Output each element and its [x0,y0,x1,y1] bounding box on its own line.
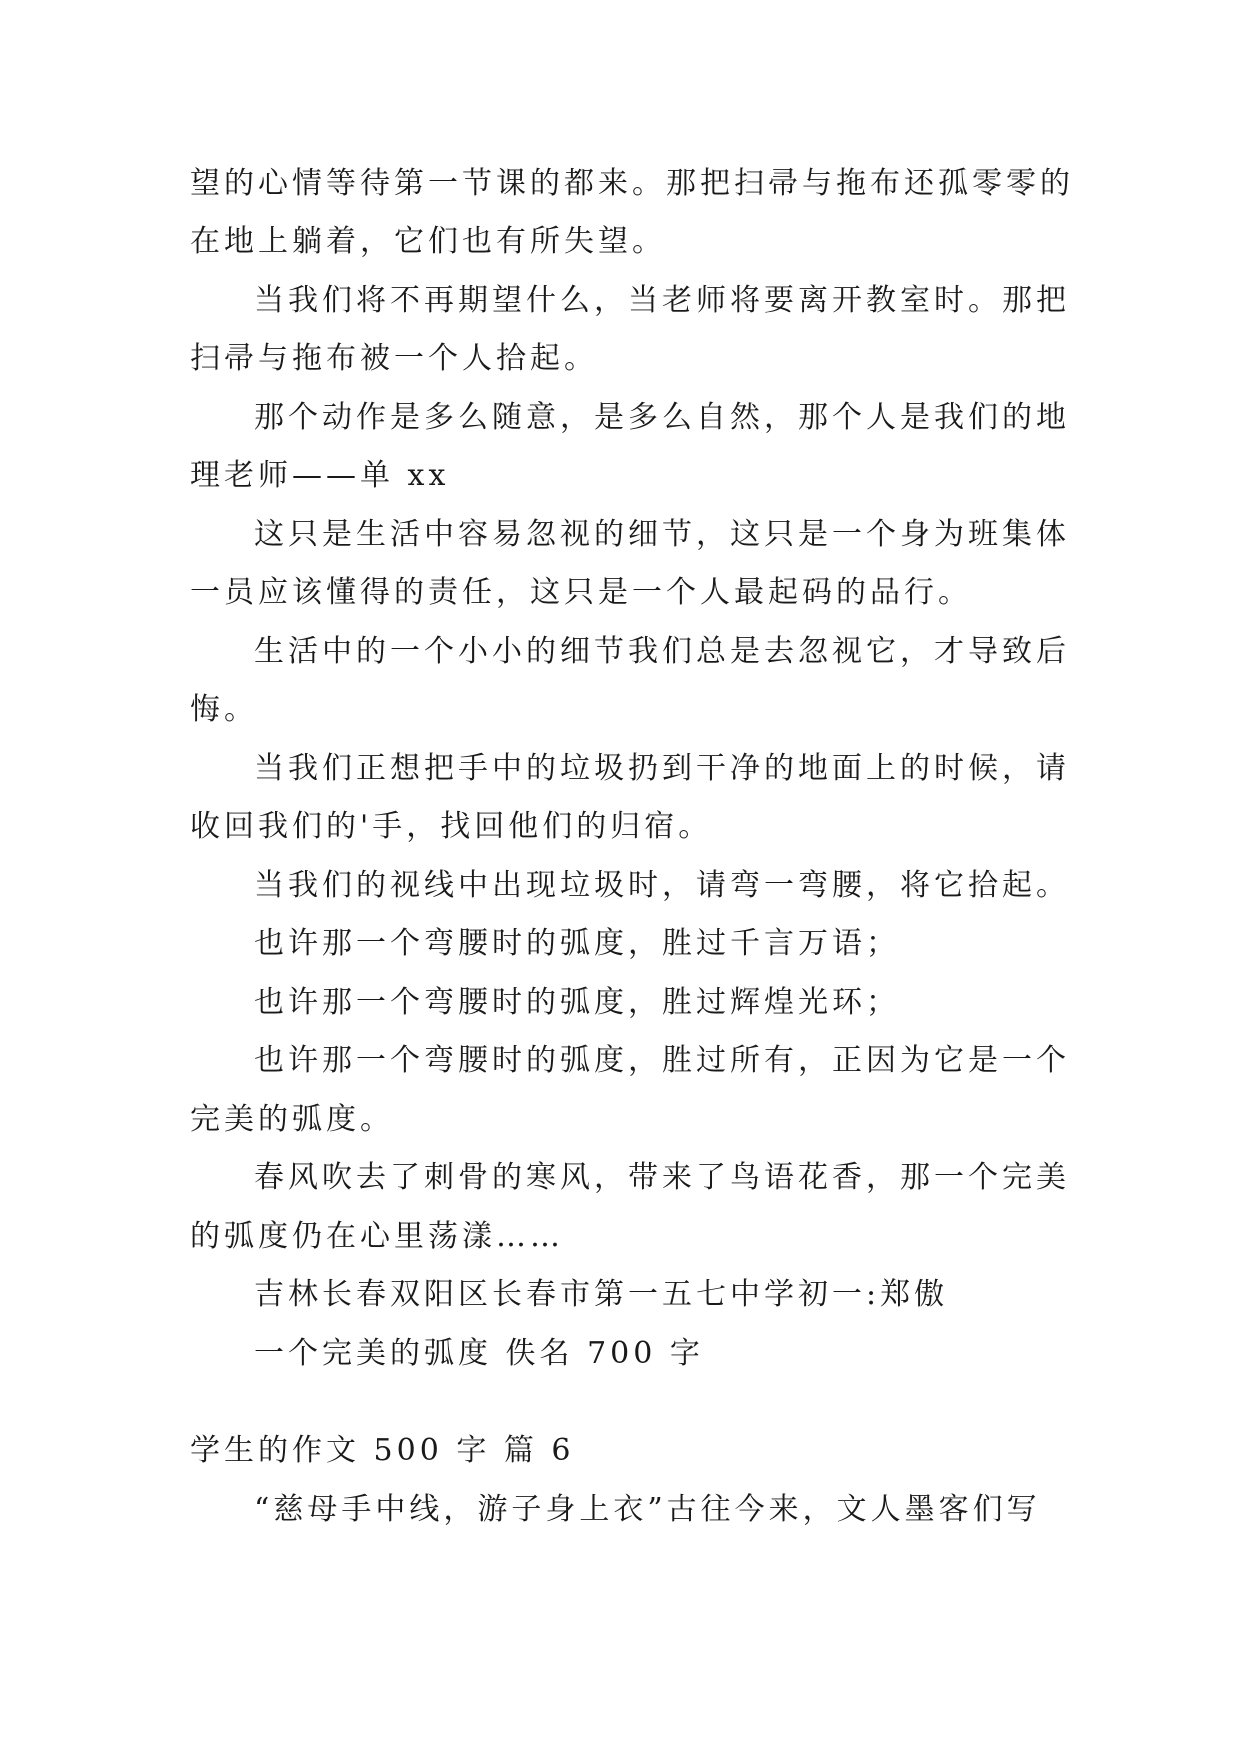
text-line: 生活中的一个小小的细节我们总是去忽视它，才导致后 [254,634,1070,669]
text-line: 春风吹去了刺骨的寒风，带来了鸟语花香，那一个完美 [254,1160,1070,1195]
text-line: 扫帚与拖布被一个人拾起。 [190,341,598,376]
text-line: 当我们将不再期望什么，当老师将要离开教室时。那把 [254,283,1070,318]
text-line: 完美的弧度。 [190,1102,394,1137]
text-line: 也许那一个弯腰时的弧度，胜过千言万语； [254,926,900,961]
text-line: 在地上躺着，它们也有所失望。 [190,224,666,259]
text-line: 的弧度仍在心里荡漾…… [190,1219,564,1254]
text-line: 望的心情等待第一节课的都来。那把扫帚与拖布还孤零零的 [190,166,1074,201]
section-heading: 学生的作文 500 字 篇 6 [190,1433,575,1468]
text-line: 也许那一个弯腰时的弧度，胜过辉煌光环； [254,985,900,1020]
text-line: 这只是生活中容易忽视的细节，这只是一个身为班集体 [254,517,1070,552]
text-line: 一员应该懂得的责任，这只是一个人最起码的品行。 [190,575,972,610]
text-line: 理老师——单 xx [190,458,450,493]
text-line: 那个动作是多么随意，是多么自然，那个人是我们的地 [254,400,1070,435]
text-line: 悔。 [190,692,258,727]
text-line: 当我们的视线中出现垃圾时，请弯一弯腰，将它拾起。 [254,868,1070,903]
text-line: “慈母手中线，游子身上衣”古往今来，文人墨客们写 [254,1492,1041,1527]
text-line: 当我们正想把手中的垃圾扔到干净的地面上的时候，请 [254,751,1070,786]
text-line: 吉林长春双阳区长春市第一五七中学初一:郑傲 [254,1277,949,1312]
text-line: 收回我们的'手，找回他们的归宿。 [190,809,713,844]
text-line: 也许那一个弯腰时的弧度，胜过所有，正因为它是一个 [254,1043,1070,1078]
text-line: 一个完美的弧度 佚名 700 字 [254,1336,704,1371]
